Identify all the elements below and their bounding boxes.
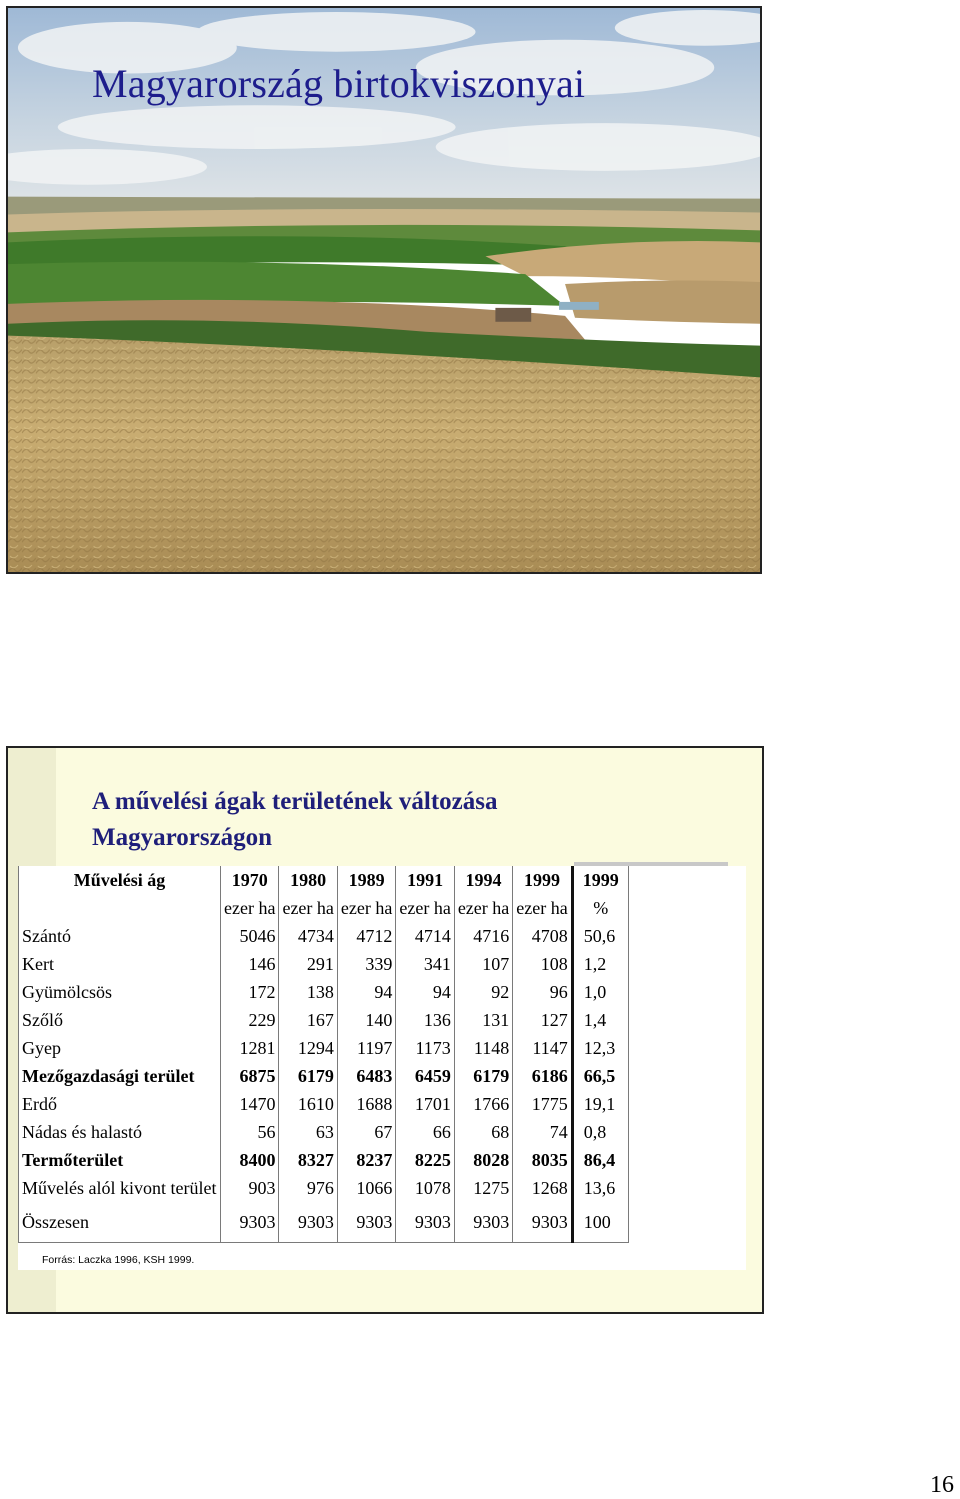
table-row — [19, 1006, 629, 1034]
slide-farmland-photo — [6, 6, 762, 574]
cell-value: 66,5 — [572, 1062, 628, 1090]
column-unit: ezer ha — [396, 894, 454, 922]
cell-value: 131 — [454, 1006, 512, 1034]
cell-value: 6483 — [337, 1062, 395, 1090]
source-note: Forrás: Laczka 1996, KSH 1999. — [42, 1254, 195, 1266]
title-line-2: Magyarországon — [92, 824, 273, 851]
units-spacer — [19, 894, 221, 922]
table-row — [19, 978, 629, 1006]
cell-value: 63 — [279, 1118, 337, 1146]
cell-value: 9303 — [396, 1202, 454, 1243]
column-header-year: 1980 — [279, 866, 337, 894]
cell-value: 19,1 — [572, 1090, 628, 1118]
row-label: Összesen — [19, 1202, 221, 1243]
cell-value: 1701 — [396, 1090, 454, 1118]
cell-value: 9303 — [279, 1202, 337, 1243]
cell-value: 8237 — [337, 1146, 395, 1174]
slide-land-use-table — [6, 746, 764, 1314]
slide-title: Magyarország birtokviszonyai — [92, 61, 586, 106]
cell-value: 1,4 — [572, 1006, 628, 1034]
column-unit: ezer ha — [221, 894, 279, 922]
header-row-years — [19, 866, 629, 894]
row-label: Mezőgazdasági terület — [19, 1062, 221, 1090]
row-label: Szőlő — [19, 1006, 221, 1034]
farm-roof — [559, 302, 599, 310]
cell-value: 136 — [396, 1006, 454, 1034]
cell-value: 1275 — [454, 1174, 512, 1202]
cell-value: 1197 — [337, 1034, 395, 1062]
cell-value: 68 — [454, 1118, 512, 1146]
cell-value: 6459 — [396, 1062, 454, 1090]
column-header-label: Művelési ág — [19, 866, 221, 894]
cell-value: 13,6 — [572, 1174, 628, 1202]
title-line-1: A művelési ágak területének változása — [92, 788, 498, 815]
cell-value: 66 — [396, 1118, 454, 1146]
cell-value: 9303 — [454, 1202, 512, 1243]
cell-value: 86,4 — [572, 1146, 628, 1174]
cell-value: 74 — [513, 1118, 572, 1146]
table-row — [19, 1146, 629, 1174]
cell-value: 1281 — [221, 1034, 279, 1062]
row-label: Nádas és halastó — [19, 1118, 221, 1146]
row-label: Kert — [19, 950, 221, 978]
cell-value: 6179 — [279, 1062, 337, 1090]
cell-value: 50,6 — [572, 922, 628, 950]
cell-value: 94 — [337, 978, 395, 1006]
table-row — [19, 922, 629, 950]
column-header-year: 1989 — [337, 866, 395, 894]
row-label: Termőterület — [19, 1146, 221, 1174]
cell-value: 108 — [513, 950, 572, 978]
column-header-year: 1991 — [396, 866, 454, 894]
column-header-year: 1999 — [572, 866, 628, 894]
table-slide-title — [92, 784, 498, 856]
cell-value: 291 — [279, 950, 337, 978]
cell-value: 1,2 — [572, 950, 628, 978]
table-row — [19, 1118, 629, 1146]
cell-value: 4734 — [279, 922, 337, 950]
cell-value: 127 — [513, 1006, 572, 1034]
table-row — [19, 1034, 629, 1062]
column-unit: ezer ha — [279, 894, 337, 922]
field-green-3 — [8, 262, 565, 306]
cell-value: 0,8 — [572, 1118, 628, 1146]
cell-value: 1775 — [513, 1090, 572, 1118]
column-header-year: 1999 — [513, 866, 572, 894]
cell-value: 9303 — [221, 1202, 279, 1243]
table-row — [19, 1062, 629, 1090]
cell-value: 8028 — [454, 1146, 512, 1174]
cell-value: 138 — [279, 978, 337, 1006]
cell-value: 1,0 — [572, 978, 628, 1006]
column-unit: ezer ha — [337, 894, 395, 922]
cell-value: 1766 — [454, 1090, 512, 1118]
cell-value: 4712 — [337, 922, 395, 950]
table-body — [19, 922, 629, 1243]
cell-value: 12,3 — [572, 1034, 628, 1062]
cell-value: 1078 — [396, 1174, 454, 1202]
cell-value: 976 — [279, 1174, 337, 1202]
cell-value: 1688 — [337, 1090, 395, 1118]
cell-value: 172 — [221, 978, 279, 1006]
row-label: Gyümölcsös — [19, 978, 221, 1006]
cell-value: 96 — [513, 978, 572, 1006]
cell-value: 1294 — [279, 1034, 337, 1062]
cell-value: 903 — [221, 1174, 279, 1202]
land-use-table — [18, 866, 629, 1243]
table-panel — [18, 866, 746, 1270]
column-unit: % — [572, 894, 628, 922]
row-label: Szántó — [19, 922, 221, 950]
column-unit: ezer ha — [513, 894, 572, 922]
header-row-units — [19, 894, 629, 922]
cell-value: 4716 — [454, 922, 512, 950]
cell-value: 6186 — [513, 1062, 572, 1090]
cell-value: 1610 — [279, 1090, 337, 1118]
cell-value: 140 — [337, 1006, 395, 1034]
cell-value: 341 — [396, 950, 454, 978]
cell-value: 9303 — [513, 1202, 572, 1243]
cell-value: 94 — [396, 978, 454, 1006]
table-row — [19, 1202, 629, 1243]
row-label: Gyep — [19, 1034, 221, 1062]
cell-value: 8400 — [221, 1146, 279, 1174]
cell-value: 1470 — [221, 1090, 279, 1118]
cell-value: 5046 — [221, 922, 279, 950]
cell-value: 92 — [454, 978, 512, 1006]
table-row — [19, 1090, 629, 1118]
cell-value: 4708 — [513, 922, 572, 950]
cell-value: 9303 — [337, 1202, 395, 1243]
cell-value: 146 — [221, 950, 279, 978]
table-row — [19, 1174, 629, 1202]
table-row — [19, 950, 629, 978]
cell-value: 100 — [572, 1202, 628, 1243]
cell-value: 6179 — [454, 1062, 512, 1090]
cell-value: 339 — [337, 950, 395, 978]
column-unit: ezer ha — [454, 894, 512, 922]
cell-value: 1066 — [337, 1174, 395, 1202]
farm-building — [495, 308, 531, 322]
row-label: Erdő — [19, 1090, 221, 1118]
cell-value: 67 — [337, 1118, 395, 1146]
cell-value: 167 — [279, 1006, 337, 1034]
cell-value: 1148 — [454, 1034, 512, 1062]
cell-value: 8035 — [513, 1146, 572, 1174]
page-number: 16 — [930, 1472, 954, 1498]
cell-value: 8225 — [396, 1146, 454, 1174]
cell-value: 229 — [221, 1006, 279, 1034]
cell-value: 107 — [454, 950, 512, 978]
cell-value: 1147 — [513, 1034, 572, 1062]
column-header-year: 1994 — [454, 866, 512, 894]
row-label: Művelés alól kivont terület — [19, 1174, 221, 1202]
cell-value: 56 — [221, 1118, 279, 1146]
cell-value: 4714 — [396, 922, 454, 950]
cell-value: 1173 — [396, 1034, 454, 1062]
column-header-year: 1970 — [221, 866, 279, 894]
cell-value: 6875 — [221, 1062, 279, 1090]
cell-value: 8327 — [279, 1146, 337, 1174]
cell-value: 1268 — [513, 1174, 572, 1202]
